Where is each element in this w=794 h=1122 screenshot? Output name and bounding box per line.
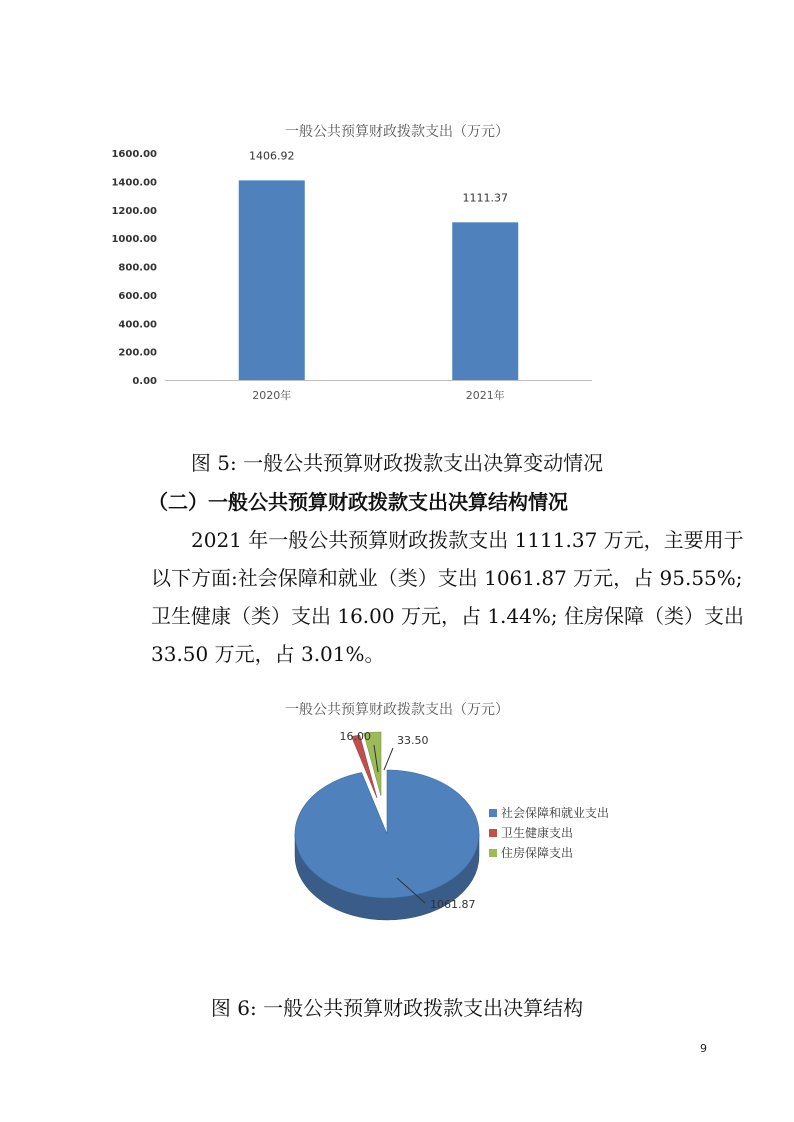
y-tick-label: 1400.00 [111, 177, 157, 189]
legend-swatch [489, 809, 497, 817]
legend-label: 社会保障和就业支出 [501, 806, 610, 820]
legend-swatch [489, 829, 497, 837]
bar [239, 180, 305, 380]
page-number: 9 [700, 1042, 707, 1055]
pie-value-label: 33.50 [397, 734, 429, 747]
pie-value-label: 16.00 [339, 730, 371, 743]
legend-swatch [489, 849, 497, 857]
bar [452, 222, 518, 380]
bar-chart [0, 0, 794, 420]
section-heading: （二）一般公共预算财政拨款支出决算结构情况 [148, 490, 568, 514]
pie-chart [0, 720, 794, 960]
leader-line [384, 748, 393, 770]
y-tick-label: 200.00 [118, 347, 157, 359]
bar-chart-title: 一般公共预算财政拨款支出（万元） [285, 124, 509, 140]
paragraph-line: 33.50 万元，占 3.01%。 [151, 642, 385, 666]
pie-chart-title: 一般公共预算财政拨款支出（万元） [285, 702, 509, 718]
paragraph-line: 以下方面:社会保障和就业（类）支出 1061.87 万元，占 95.55%; [151, 566, 743, 590]
paragraph-line: 卫生健康（类）支出 16.00 万元，占 1.44%; 住房保障（类）支出 [151, 604, 744, 628]
legend-label: 住房保障支出 [501, 846, 574, 860]
figure-5-caption: 图 5: 一般公共预算财政拨款支出决算变动情况 [190, 451, 604, 475]
figure-6-caption: 图 6: 一般公共预算财政拨款支出决算结构 [210, 996, 584, 1020]
y-tick-label: 1200.00 [111, 205, 157, 217]
y-tick-label: 0.00 [132, 376, 157, 387]
y-tick-label: 800.00 [118, 262, 157, 274]
y-tick-label: 1600.00 [111, 149, 157, 160]
y-tick-label: 600.00 [118, 290, 157, 302]
bar-value-label: 1111.37 [462, 191, 508, 205]
bar-value-label: 1406.92 [249, 149, 295, 163]
x-tick-label: 2020年 [252, 389, 292, 402]
pie-value-label: 1061.87 [430, 898, 476, 911]
y-tick-label: 400.00 [118, 319, 157, 331]
x-tick-label: 2021年 [465, 389, 505, 402]
pie-slice [295, 770, 479, 898]
legend-label: 卫生健康支出 [501, 826, 574, 840]
paragraph-line: 2021 年一般公共预算财政拨款支出 1111.37 万元，主要用于 [191, 528, 744, 552]
section-paragraph [151, 521, 744, 673]
y-tick-label: 1000.00 [111, 234, 157, 246]
